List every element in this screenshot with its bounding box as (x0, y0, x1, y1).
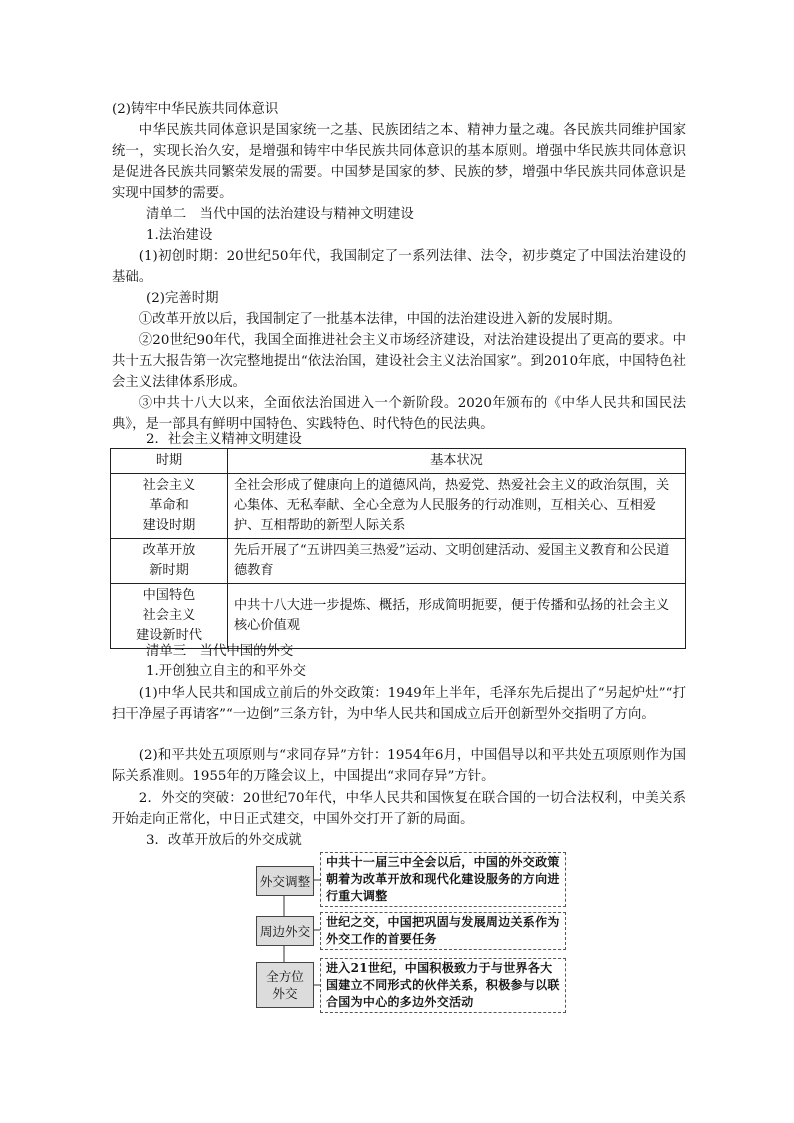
diagram-node-adjustment: 外交调整 (256, 866, 314, 896)
list-title-2: 清单二 当代中国的法治建设与精神文明建设 (146, 207, 414, 222)
diagram-note-neighbor: 世纪之交，中国把巩固与发展周边关系作为外交工作的首要任务 (320, 912, 566, 950)
period-cell: 社会主义 革命和 建设时期 (111, 474, 228, 539)
diplo-paragraph-2: (2)和平共处五项原则与“求同存异”方针：1954年6月，中国倡导以和平共处五项原则作为国际关系准则。1955年的万隆会议上，中国提出“求同存异”方针。 (112, 748, 686, 784)
period-cell: 中国特色 社会主义 建设新时代 (111, 584, 228, 649)
law-item-3: ③中共十八大以来，全面依法治国进入一个新阶段。2020年颁布的《中华人民共和国民法典》，是一部具有鲜明中国特色、实践特色、时代特色的民法典。 (112, 396, 686, 432)
section-heading: (2)铸牢中华民族共同体意识 (112, 102, 279, 117)
status-cell: 中共十八大进一步提炼、概括，形成简明扼要，便于传播和弘扬的社会主义核心价值观 (228, 584, 686, 649)
diagram-note-adjustment: 中共十一届三中全会以后，中国的外交政策朝着为改革开放和现代化建设服务的方向进行重大调整 (320, 852, 566, 907)
law-title: 1.法治建设 (146, 228, 213, 243)
civ-title: 2．社会主义精神文明建设 (146, 432, 302, 447)
diagram-node-allround: 全方位 外交 (256, 962, 314, 1008)
status-cell: 先后开展了“五讲四美三热爱”运动、文明创建活动、爱国主义教育和公民道德教育 (228, 539, 686, 584)
law-item-1: ①改革开放以后，我国制定了一批基本法律，中国的法治建设进入新的发展时期。 (138, 312, 621, 327)
list-title-3: 清单三 当代中国的外交 (146, 644, 294, 659)
header-status: 基本状况 (228, 449, 686, 474)
period-cell: 改革开放 新时期 (111, 539, 228, 584)
paragraph-ethnic-unity: 中华民族共同体意识是国家统一之基、民族团结之本、精神力量之魂。各民族共同维护国家统一，实现长治久安，是增强和铸牢中华民族共同体意识的基本原则。增强中华民族共同体意识是促进各民族共同繁荣发展的需要。中国梦是国家的梦、民族的梦，增强中华民族共同体意识是实现中国梦的需要。 (112, 123, 686, 201)
diagram-node-neighbor: 周边外交 (256, 916, 314, 946)
status-cell: 全社会形成了健康向上的道德风尚，热爱党、热爱社会主义的政治氛围，关心集体、无私奉献、全心全意为人民服务的行动准则，互相关心、互相爱护、互相帮助的新型人际关系 (228, 474, 686, 539)
diplo-breakthrough: 2．外交的突破：20世纪70年代，中华人民共和国恢复在联合国的一切合法权利，中美关系开始走向正常化，中日正式建交，中国外交打开了新的局面。 (112, 791, 686, 827)
diplo-reform-title: 3．改革开放后的外交成就 (146, 833, 302, 848)
law-initial-period: (1)初创时期：20世纪50年代，我国制定了一系列法律、法令，初步奠定了中国法治建设的基础。 (112, 249, 686, 285)
law-item-2: ②20世纪90年代，我国全面推进社会主义市场经济建设，对法治建设提出了更高的要求。中共十五大报告第一次完整地提出“依法治国，建设社会主义法治国家”。到2010年底，中国特色社会主义法律体系形成。 (112, 333, 686, 390)
diplo-paragraph-1: (1)中华人民共和国成立前后的外交政策：1949年上半年，毛泽东先后提出了“另起炉灶”“打扫干净屋子再请客”“一边倒”三条方针，为中华人民共和国成立后开创新型外交指明了方向。 (112, 686, 686, 722)
header-period: 时期 (111, 449, 228, 474)
diagram-note-allround: 进入21世纪，中国积极致力于与世界各大国建立不同形式的伙伴关系，积极参与以联合国为中心的多边外交活动 (320, 958, 566, 1013)
diplo-title: 1.开创独立自主的和平外交 (146, 664, 307, 679)
law-improve-title: (2)完善时期 (146, 291, 219, 306)
